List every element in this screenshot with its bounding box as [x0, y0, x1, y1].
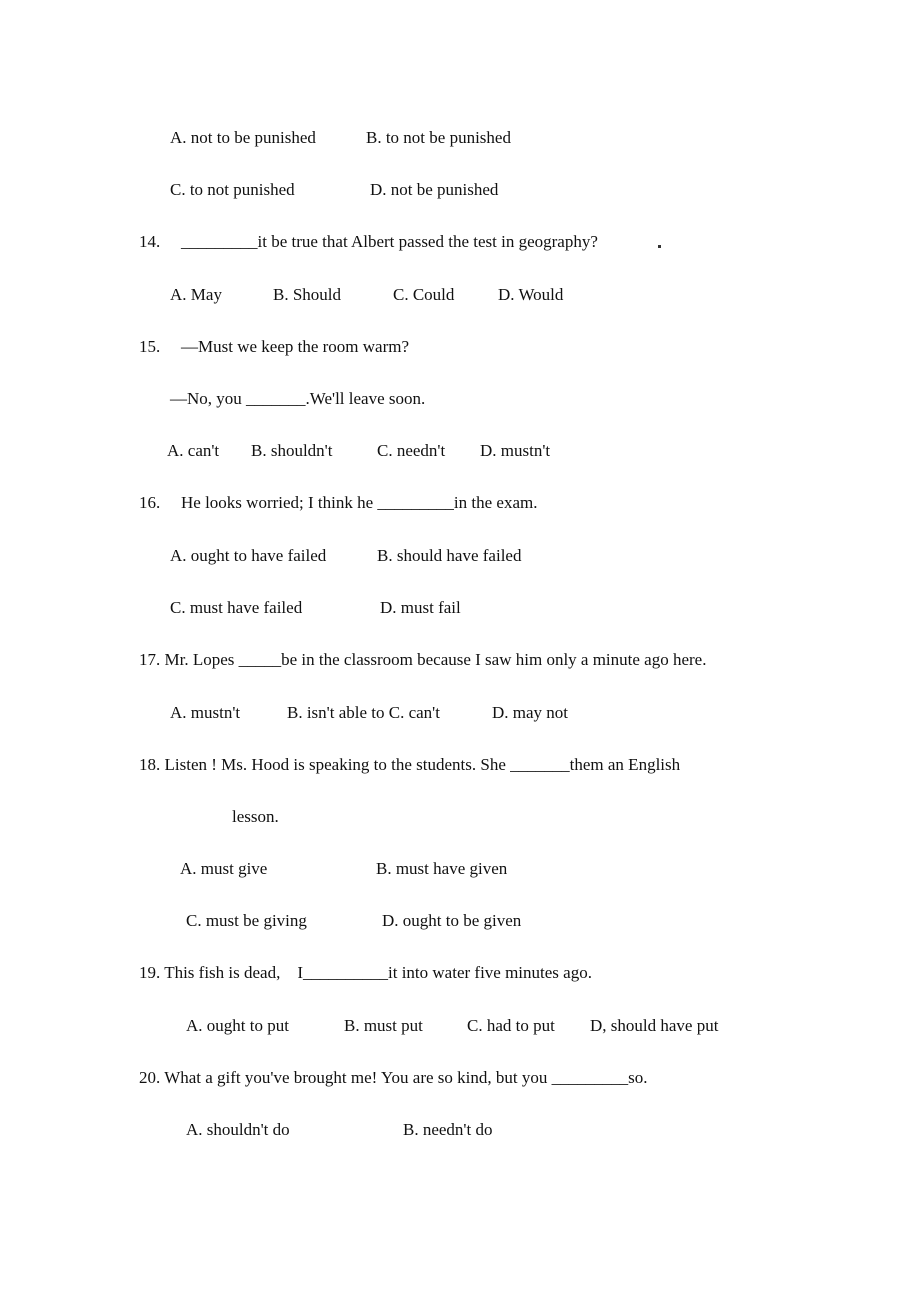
- q16-option-d: D. must fail: [380, 598, 461, 617]
- q16-stem: He looks worried; I think he _________in the exam.: [181, 493, 538, 512]
- q15-option-b: B. shouldn't: [251, 441, 333, 460]
- q15-stem-reply: —No, you _______.We'll leave soon.: [170, 389, 426, 408]
- q18-stem: 18. Listen ! Ms. Hood is speaking to the students. She _______them an English: [139, 755, 681, 774]
- q20-option-b: B. needn't do: [403, 1120, 493, 1139]
- q19-option-d: D, should have put: [590, 1016, 719, 1035]
- q13-option-a: A. not to be punished: [170, 128, 316, 147]
- q15-option-c: C. needn't: [377, 441, 446, 460]
- stray-mark: [658, 245, 661, 248]
- q20-stem: 20. What a gift you've brought me! You are so kind, but you _________so.: [139, 1068, 648, 1087]
- q14-option-d: D. Would: [498, 285, 564, 304]
- q13-option-c: C. to not punished: [170, 180, 295, 199]
- q14-option-c: C. Could: [393, 285, 455, 304]
- q18-option-a: A. must give: [180, 859, 268, 878]
- q13-option-b: B. to not be punished: [366, 128, 511, 147]
- q19-stem: 19. This fish is dead, I__________it into water five minutes ago.: [139, 963, 592, 982]
- q16-option-b: B. should have failed: [377, 546, 522, 565]
- q15-option-d: D. mustn't: [480, 441, 551, 460]
- q15-option-a: A. can't: [167, 441, 220, 460]
- q17-option-a: A. mustn't: [170, 703, 241, 722]
- q16-option-c: C. must have failed: [170, 598, 303, 617]
- q18-option-b: B. must have given: [376, 859, 508, 878]
- q19-option-a: A. ought to put: [186, 1016, 289, 1035]
- q14-option-b: B. Should: [273, 285, 342, 304]
- q14-number: 14.: [139, 232, 161, 251]
- q16-option-a: A. ought to have failed: [170, 546, 327, 565]
- q17-option-d: D. may not: [492, 703, 569, 722]
- q19-option-c: C. had to put: [467, 1016, 555, 1035]
- q19-option-b: B. must put: [344, 1016, 423, 1035]
- q18-option-c: C. must be giving: [186, 911, 307, 930]
- q14-option-a: A. May: [170, 285, 222, 304]
- q17-option-bc: B. isn't able to C. can't: [287, 703, 440, 722]
- q17-stem: 17. Mr. Lopes _____be in the classroom because I saw him only a minute ago here.: [139, 650, 707, 669]
- q13-option-d: D. not be punished: [370, 180, 499, 199]
- q20-option-a: A. shouldn't do: [186, 1120, 290, 1139]
- q15-stem: —Must we keep the room warm?: [181, 337, 410, 356]
- q14-stem: _________it be true that Albert passed the test in geography?: [181, 232, 598, 251]
- q18-option-d: D. ought to be given: [382, 911, 522, 930]
- q15-number: 15.: [139, 337, 161, 356]
- q16-number: 16.: [139, 493, 161, 512]
- q18-stem-continued: lesson.: [232, 807, 279, 826]
